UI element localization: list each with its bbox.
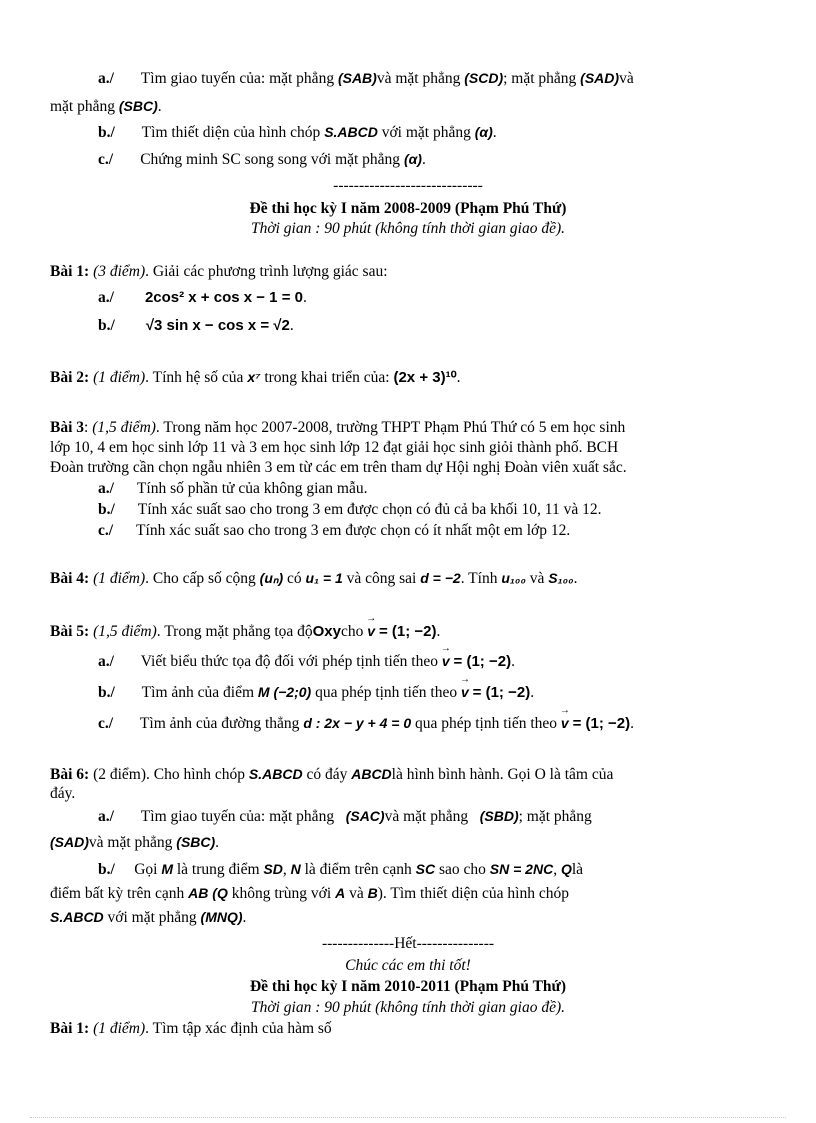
exam1-bai1-a: a./ 2cos² x + cos x − 1 = 0.: [98, 289, 307, 306]
bai5-b-text: Tìm ảnh của điểm: [141, 684, 255, 701]
plane-sad: (SAD): [50, 834, 89, 850]
exam1-bai6-line2: đáy.: [50, 785, 76, 802]
prev-a-text: mặt phẳng: [50, 98, 115, 115]
exam1-bai2: Bài 2: (1 điểm). Tính hệ số của x⁷ trong khai triển của: (2x + 3)¹⁰.: [50, 369, 461, 386]
bai5-points: (1,5 điểm): [93, 623, 157, 640]
prev-a-text: Tìm giao tuyến của: mặt phẳng: [140, 70, 335, 87]
point-m: M (−2;0): [257, 684, 312, 700]
bai3-label: Bài 3: [50, 419, 85, 436]
vector-value: = (1; −2): [453, 653, 512, 670]
exam1-bai3-c: [98, 521, 570, 541]
exam1-bai3-line1: Bài 3: (1,5 điểm). Trong năm học 2007-2008, trường THPT Phạm Phú Thứ có 5 em học sinh: [50, 419, 626, 436]
bai3-b-label: b./: [98, 501, 115, 518]
bai6-a-text: và mặt phẳng: [384, 808, 469, 825]
bai6-text: là hình bình hành. Gọi O là tâm của: [391, 766, 614, 783]
bai6-b-text: ). Tìm thiết diện của hình chóp: [377, 885, 569, 902]
bai6-b-text: là điểm trên cạnh: [304, 861, 412, 878]
exam1-time: Thời gian : 90 phút (không tính thời gian giao đề).: [250, 220, 566, 237]
bai6-b-text: điểm bất kỳ trên cạnh: [50, 885, 185, 902]
bai4-label: Bài 4:: [50, 570, 90, 587]
bai4-text: và: [529, 570, 545, 587]
plane-scd: (SCD): [464, 70, 504, 86]
prev-a-text: ; mặt phẳng: [503, 70, 577, 87]
bai2-points: (1 điểm): [93, 369, 146, 386]
bai6-text: có đáy: [306, 766, 348, 783]
prev-a-label: a./: [98, 70, 114, 87]
plane-sbc: (SBC): [176, 834, 216, 850]
vector-v: → v: [367, 621, 375, 641]
bai5-a-text: Viết biểu thức tọa độ đối với phép tịnh tiến theo: [140, 653, 438, 670]
plane-sac: (SAC): [345, 808, 385, 824]
exam1-bai6-b-line2: [50, 883, 569, 904]
bai3-text: . Trong năm học 2007-2008, trường THPT Phạm Phú Thứ có 5 em học sinh: [155, 419, 626, 436]
exam1-bai3-line3: Đoàn trường cần chọn ngẫu nhiên 3 em từ các em trên tham dự Hội nghị Đoàn viên xuất sắc.: [50, 459, 627, 476]
prev-b-label: b./: [98, 124, 115, 141]
bai3-points: (1,5 điểm): [92, 419, 156, 436]
bai4-text: và công sai: [346, 570, 417, 587]
bai6-a-text: ; mặt phẳng: [518, 808, 592, 825]
vector-v: → v: [561, 713, 569, 733]
exam1-bai5-a: a./ Viết biểu thức tọa độ đối với phép tịnh tiến theo → v = (1; −2).: [98, 651, 515, 672]
point-n: N: [290, 861, 301, 877]
point-q: (Q: [212, 885, 228, 901]
bai1-points: (3 điểm): [93, 263, 146, 280]
bai4-points: (1 điểm): [93, 570, 146, 587]
pyramid-sabcd: S.ABCD: [324, 124, 378, 140]
segment-sc: SC: [415, 861, 436, 877]
exam1-bai6-line1: [50, 764, 613, 785]
bai5-b-label: b./: [98, 684, 115, 701]
closing-wish: Chúc các em thi tốt!: [345, 957, 471, 974]
bai5-c-label: c./: [98, 715, 114, 732]
bai2-text: trong khai triển của:: [264, 369, 390, 386]
vector-value: = (1; −2): [378, 623, 437, 640]
exam1-bai3-b: [98, 500, 601, 520]
exam2-bai1-points: (1 điểm): [93, 1020, 146, 1037]
bai5-c-text: Tìm ảnh của đường thẳng: [139, 715, 300, 732]
bai6-a-text: Tìm giao tuyến của: mặt phẳng: [140, 808, 335, 825]
prev-b-text: với mặt phẳng: [381, 124, 471, 141]
exam1-bai6-b-line3: S.ABCD với mặt phẳng (MNQ).: [50, 909, 247, 926]
bai6-b-text: và: [349, 885, 364, 902]
exam1-bai3-line2: lớp 10, 4 em học sinh lớp 11 và 3 em học sinh lớp 12 đạt giải học sinh giỏi thành phố. BCH: [50, 439, 619, 456]
binomial-expression: (2x + 3)¹⁰: [393, 369, 457, 386]
common-difference: d = −2: [420, 570, 461, 586]
bai6-b-text: là trung điểm: [176, 861, 260, 878]
term-x7: x⁷: [247, 369, 261, 385]
bai5-a-label: a./: [98, 653, 114, 670]
prev-b-text: Tìm thiết diện của hình chóp: [141, 124, 321, 141]
bai6-a-label: a./: [98, 808, 114, 825]
bai5-label: Bài 5:: [50, 623, 90, 640]
exam1-bai4: Bài 4: (1 điểm). Cho cấp số cộng (uₙ) có u₁ = 1 và công sai d = −2. Tính u₁₀₀ và S₁₀₀.: [50, 570, 578, 587]
prev-a-text: và: [619, 70, 634, 87]
prev-part-a-line1: [98, 68, 634, 89]
base-abcd: ABCD: [351, 766, 392, 782]
equation-b: √3 sin x − cos x = √2: [145, 317, 290, 334]
bai6-b-text: không trùng với: [231, 885, 332, 902]
exam1-title: Đề thi học kỳ I năm 2008-2009 (Phạm Phú Thứ): [249, 200, 567, 217]
bai6-b-text: Gọi: [134, 861, 158, 878]
bai5-text: cho: [341, 623, 364, 640]
bai3-c-text: Tính xác suất sao cho trong 3 em được chọn có ít nhất một em lớp 12.: [136, 522, 571, 539]
prev-c-label: c./: [98, 151, 114, 168]
exam1-bai1-b: b./ √3 sin x − cos x = √2.: [98, 317, 294, 334]
exam1-bai1: [50, 262, 388, 282]
bai2-text: . Tính hệ số của: [145, 369, 244, 386]
exam2-bai1: [50, 1019, 332, 1039]
bai1-label: Bài 1:: [50, 263, 90, 280]
bai1-b-label: b./: [98, 317, 115, 334]
bai6-a-text: và mặt phẳng: [88, 834, 173, 851]
point-a: A: [335, 885, 346, 901]
plane-sbc: (SBC): [118, 98, 158, 114]
pyramid-sabcd: S.ABCD: [248, 766, 303, 782]
prev-a-text: và mặt phẳng: [376, 70, 461, 87]
plane-mnq: (MNQ): [200, 909, 243, 925]
bai4-text: . Cho cấp số cộng: [145, 570, 256, 587]
point-q: Q: [560, 861, 572, 877]
first-term: u₁ = 1: [305, 570, 343, 586]
prev-c-text: Chứng minh SC song song với mặt phẳng: [140, 151, 401, 168]
bai2-label: Bài 2:: [50, 369, 90, 386]
term-u100: u₁₀₀: [501, 570, 526, 586]
bai5-b-text: qua phép tịnh tiến theo: [315, 684, 458, 701]
pyramid-sabcd: S.ABCD: [50, 909, 104, 925]
exam1-bai3-a: [98, 479, 367, 499]
vector-v: → v: [442, 651, 450, 671]
exam1-bai5: Bài 5: (1,5 điểm). Trong mặt phẳng tọa độOxycho → v = (1; −2).: [50, 621, 440, 642]
exam1-bai6-a-line1: [98, 806, 592, 827]
prev-part-c: c./ Chứng minh SC song song với mặt phẳng (α).: [98, 151, 426, 168]
exam1-bai5-c: c./ Tìm ảnh của đường thẳng d : 2x − y + 4 = 0 qua phép tịnh tiến theo → v = (1; −2).: [98, 713, 634, 734]
exam2-bai1-text: . Tìm tập xác định của hàm số: [145, 1020, 332, 1037]
sum-s100: S₁₀₀: [548, 570, 574, 586]
end-marker: --------------Hết---------------: [321, 935, 495, 952]
segment-sd: SD: [263, 861, 283, 877]
vector-value: = (1; −2): [472, 684, 531, 701]
exam2-title: Đề thi học kỳ I năm 2010-2011 (Phạm Phú Thứ): [249, 978, 567, 995]
bai6-label: Bài 6:: [50, 766, 90, 783]
plane-sab: (SAB): [337, 70, 377, 86]
bai6-b-text: sao cho: [438, 861, 486, 878]
plane-alpha: (α): [403, 151, 422, 167]
equation-a: 2cos² x + cos x − 1 = 0: [144, 289, 303, 306]
exam1-bai5-b: b./ Tìm ảnh của điểm M (−2;0) qua phép tịnh tiến theo → v = (1; −2).: [98, 682, 534, 703]
bai6-b-text: với mặt phẳng: [107, 909, 197, 926]
exam1-bai6-a-line2: (SAD)và mặt phẳng (SBC).: [50, 834, 220, 851]
bai5-text: . Trong mặt phẳng tọa độ: [156, 623, 313, 640]
bai4-text: có: [287, 570, 302, 587]
page-bottom-divider: [30, 1117, 786, 1118]
plane-sad: (SAD): [580, 70, 620, 86]
exam2-time: Thời gian : 90 phút (không tính thời gian giao đề).: [250, 999, 566, 1016]
prev-part-a-line2: mặt phẳng (SBC).: [50, 98, 162, 115]
bai3-a-label: a./: [98, 480, 114, 497]
bai5-c-text: qua phép tịnh tiến theo: [414, 715, 558, 732]
bai4-text: . Tính: [460, 570, 498, 587]
bai3-b-text: Tính xác suất sao cho trong 3 em được chọn có đủ cả ba khối 10, 11 và 12.: [137, 501, 602, 518]
bai6-b-text: là: [571, 861, 584, 878]
segment-ab: AB: [188, 885, 209, 901]
ratio-sn-nc: SN = 2NC: [489, 861, 554, 877]
separator: -----------------------------: [333, 177, 483, 194]
bai6-b-label: b./: [98, 861, 115, 878]
bai1-a-label: a./: [98, 289, 114, 306]
bai6-text: (2 điểm). Cho hình chóp: [93, 766, 246, 783]
coordinate-system: Oxy: [312, 623, 341, 640]
bai3-a-text: Tính số phần tử của không gian mẫu.: [136, 480, 368, 497]
plane-alpha: (α): [474, 124, 493, 140]
prev-part-b: b./ Tìm thiết diện của hình chóp S.ABCD với mặt phẳng (α).: [98, 124, 497, 141]
exam1-bai6-b-line1: b./ Gọi M là trung điểm SD, N là điểm trên cạnh SC sao cho SN = 2NC, Qlà: [98, 861, 584, 878]
vector-value: = (1; −2): [572, 715, 631, 732]
line-d: d : 2x − y + 4 = 0: [303, 715, 412, 731]
sequence-un: (uₙ): [259, 570, 284, 586]
point-m: M: [161, 861, 173, 877]
vector-v: → v: [461, 682, 469, 702]
plane-sbd: (SBD): [479, 808, 519, 824]
bai1-text: . Giải các phương trình lượng giác sau:: [145, 263, 388, 280]
point-b: B: [367, 885, 378, 901]
bai3-c-label: c./: [98, 522, 114, 539]
exam2-bai1-label: Bài 1:: [50, 1020, 90, 1037]
